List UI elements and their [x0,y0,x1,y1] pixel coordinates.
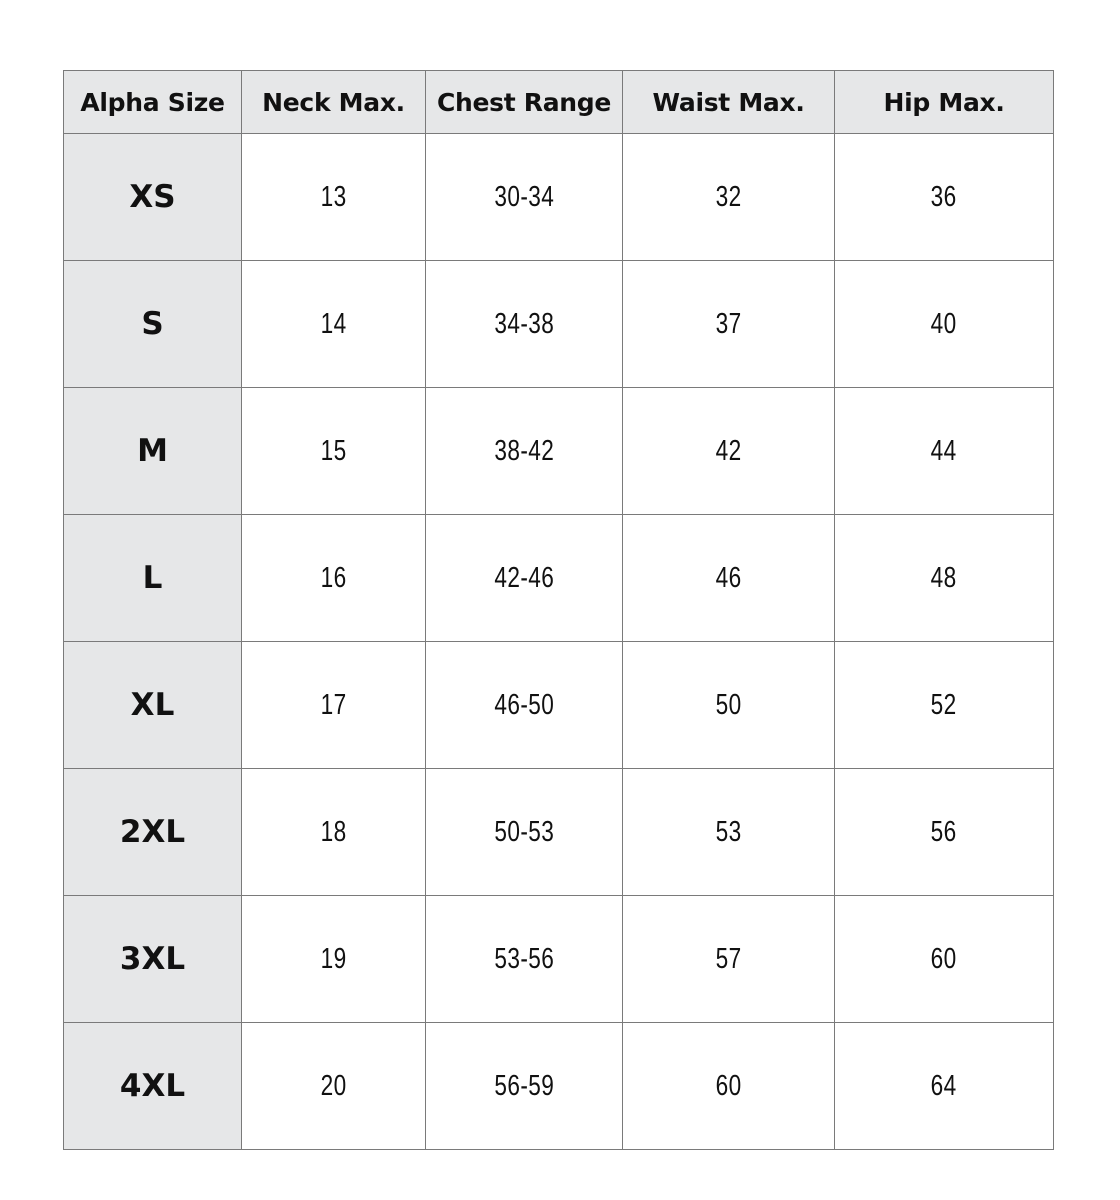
neck-cell [242,896,426,1023]
hip-value: 56 [931,815,957,848]
neck-cell [242,769,426,896]
waist-value: 32 [715,180,742,213]
chest-cell [426,261,623,388]
waist-cell [623,134,835,261]
hip-value: 52 [931,688,957,721]
neck-value: 20 [320,1069,347,1102]
table-row [64,388,1054,515]
waist-value: 53 [715,815,742,848]
neck-cell [242,134,426,261]
neck-cell [242,261,426,388]
table-header [64,71,1054,134]
table-row [64,134,1054,261]
table-row [64,896,1054,1023]
neck-value: 18 [320,815,347,848]
waist-value: 60 [715,1069,742,1102]
chest-value: 38-42 [494,434,554,467]
header-chest-range: Chest Range [426,71,623,134]
neck-value: 13 [320,180,347,213]
waist-value: 42 [715,434,742,467]
neck-value: 14 [320,307,347,340]
waist-cell [623,896,835,1023]
neck-value: 16 [320,561,347,594]
hip-value: 60 [931,942,957,975]
waist-cell [623,769,835,896]
hip-cell [835,134,1054,261]
chest-value: 53-56 [494,942,554,975]
chest-cell [426,134,623,261]
size-cell: 4XL [64,1023,242,1150]
hip-value: 64 [931,1069,957,1102]
hip-value: 40 [931,307,957,340]
size-chart-table [63,70,1054,1150]
table-row [64,515,1054,642]
chest-cell [426,769,623,896]
waist-value: 46 [715,561,742,594]
hip-cell [835,642,1054,769]
hip-value: 48 [931,561,957,594]
chest-cell [426,896,623,1023]
neck-value: 17 [320,688,347,721]
hip-value: 36 [931,180,957,213]
neck-cell [242,642,426,769]
chest-value: 30-34 [494,180,554,213]
waist-cell [623,1023,835,1150]
header-waist-max: Waist Max. [623,71,835,134]
header-hip-max: Hip Max. [835,71,1054,134]
table-row [64,261,1054,388]
waist-value: 57 [715,942,742,975]
neck-cell [242,1023,426,1150]
table-row [64,1023,1054,1150]
waist-value: 50 [715,688,742,721]
neck-value: 15 [320,434,347,467]
waist-value: 37 [715,307,742,340]
hip-cell [835,388,1054,515]
hip-cell [835,515,1054,642]
waist-cell [623,261,835,388]
chest-value: 34-38 [494,307,554,340]
hip-cell [835,261,1054,388]
chest-value: 42-46 [494,561,554,594]
chest-cell [426,388,623,515]
header-row [64,71,1054,134]
chest-cell [426,515,623,642]
chest-cell [426,1023,623,1150]
size-cell: XS [64,134,242,261]
waist-cell [623,642,835,769]
chest-value: 46-50 [494,688,554,721]
size-cell: L [64,515,242,642]
waist-cell [623,515,835,642]
waist-cell [623,388,835,515]
neck-cell [242,388,426,515]
size-cell: S [64,261,242,388]
table-row [64,642,1054,769]
neck-value: 19 [320,942,347,975]
hip-cell [835,769,1054,896]
hip-value: 44 [931,434,957,467]
header-alpha-size: Alpha Size [64,71,242,134]
hip-cell [835,1023,1054,1150]
size-cell: XL [64,642,242,769]
chest-value: 50-53 [494,815,554,848]
table-body [64,134,1054,1150]
table-row [64,769,1054,896]
size-cell: 3XL [64,896,242,1023]
neck-cell [242,515,426,642]
hip-cell [835,896,1054,1023]
size-cell: M [64,388,242,515]
chest-value: 56-59 [494,1069,554,1102]
size-cell: 2XL [64,769,242,896]
chest-cell [426,642,623,769]
header-neck-max: Neck Max. [242,71,426,134]
